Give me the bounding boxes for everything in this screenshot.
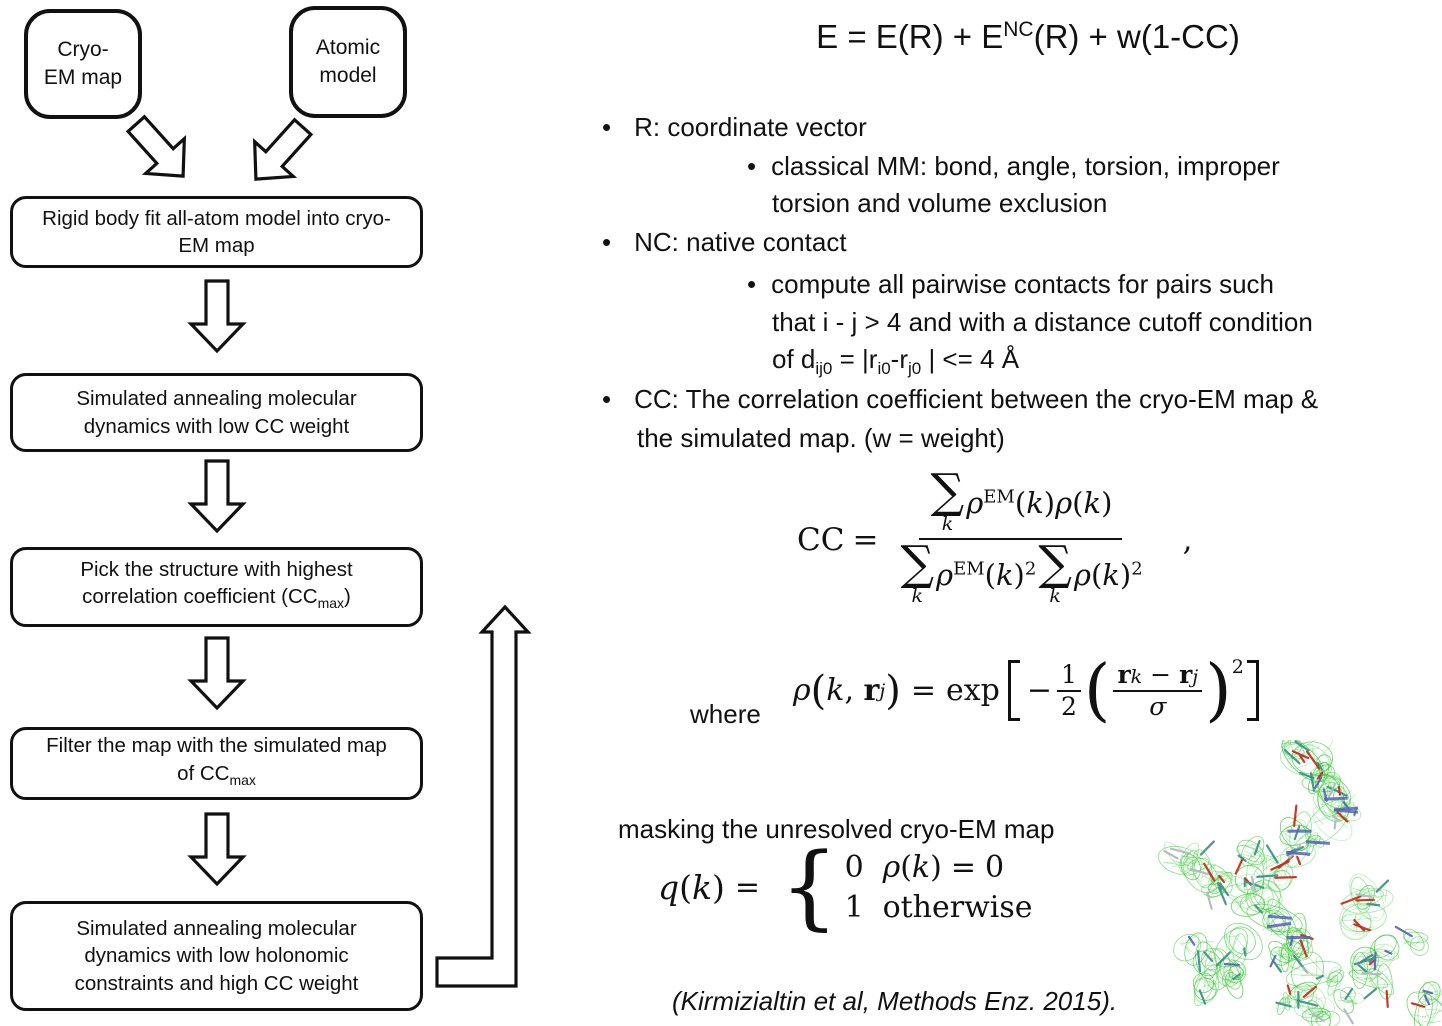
bullet-nc-native-contact (602, 224, 847, 261)
flow-step-label: Pick the structure with highest (80, 557, 353, 581)
right-bracket (1247, 660, 1259, 721)
molecular-structure-image (1146, 740, 1442, 1026)
bullet-dot: • (602, 384, 612, 414)
arrow-down-right-icon (113, 103, 206, 197)
flow-step-label: Filter the map with the simulated map (46, 734, 387, 758)
bullet-text: compute all pairwise contacts for pairs such (771, 269, 1274, 299)
bullet-text-continued: that i - j > 4 and with a distance cutoff condition (772, 307, 1313, 337)
arrow-down-icon (187, 460, 247, 533)
arrow-down-left-icon (232, 106, 325, 200)
arrow-down-icon (187, 813, 247, 886)
mask-equation: q ( k ) = { 0 ρ(k) = 0 1 otherwise (658, 833, 1033, 940)
fraction: ∑ k $\rho^{EM}(k)\rho(k)$ ∑ k $\rho^{EM}(k)^2$ ∑ k $\rho(k)^2$ (900, 464, 1143, 607)
flow-node-label: EM map (43, 66, 123, 89)
arrow-down-icon (187, 637, 247, 710)
bullet-cc-correlation (602, 381, 1318, 418)
bullet-text-continued: the simulated map. (w = weight) (637, 423, 1005, 453)
sum-symbol: ∑ k (1038, 535, 1072, 607)
bullet-text: R: coordinate vector (634, 112, 867, 142)
flow-node-label: Cryo- (57, 38, 109, 61)
one-half-fraction: $\frac{1}{2}$ (1057, 661, 1081, 720)
case-row: 0 ρ(k) = 0 (844, 849, 1005, 885)
left-bracket (1008, 660, 1020, 721)
bullet-distance-cutoff: of $d_{ij0} = |r_{i0}-r_{j0}$ | <= 4 Å (772, 344, 1020, 379)
rho-equation: ρ ( k , r j ) = exp − $\frac{1}{2}$ ( r k − r j σ ) $^2$ (793, 660, 1259, 721)
flow-step-label: Simulated annealing molecular (76, 916, 357, 940)
flow-step-label: dynamics with low CC weight (83, 414, 350, 438)
bullet-dot: • (747, 269, 757, 299)
citation: (Kirmizialtin et al, Methods Enz. 2015). (672, 986, 1118, 1016)
where-label: where (690, 699, 761, 729)
superscript-nc: NC (1003, 18, 1034, 41)
sum-symbol: ∑ k (930, 464, 965, 535)
bullet-pairwise-contacts (747, 266, 1274, 303)
flow-step-label: constraints and high CC weight (74, 971, 359, 995)
flow-node-atomic-model (289, 6, 407, 118)
bullet-text-continued: torsion and volume exclusion (772, 188, 1108, 218)
bullet-classical-mm (747, 148, 1280, 185)
flow-step-rigid-body-fit (10, 196, 423, 268)
flow-node-label: model (319, 64, 377, 87)
flow-step-filter-map (10, 727, 423, 800)
arrow-down-icon (187, 280, 247, 353)
flow-step-label: EM map (178, 234, 255, 257)
sum-symbol: ∑ k (900, 535, 934, 607)
flow-node-label: Atomic (315, 36, 381, 59)
flow-step-label: dynamics with low holonomic (84, 944, 349, 968)
bullet-r-coordinate (602, 109, 867, 146)
case-brace: { (780, 833, 839, 940)
bullet-text: classical MM: bond, angle, torsion, improper (771, 151, 1280, 181)
loop-back-arrow-icon (430, 600, 532, 992)
flow-step-label: Rigid body fit all-atom model into cryo- (42, 206, 391, 230)
flow-step-sa-high-cc (10, 901, 423, 1011)
bullet-dot: • (747, 151, 757, 181)
flow-step-label: correlation coefficient $(CC_{max})$ (82, 585, 351, 612)
energy-equation: $E = E(R) + E^{NC}(R) + w(1-CC)$ (816, 18, 1240, 55)
flow-step-pick-structure (10, 547, 423, 627)
masking-heading: masking the unresolved cryo-EM map (618, 814, 1055, 844)
bullet-dot: • (602, 112, 612, 142)
case-row: 1 otherwise (844, 889, 1033, 925)
cc-equation: CC = ∑ k $\rho^{EM}(k)\rho(k)$ ∑ k $\rho^{EM}(k)^2$ ∑ k $\rho(k)^2$ , (797, 470, 1193, 610)
flow-step-sa-low-cc (10, 373, 423, 452)
r-over-sigma-fraction: r k − r j σ (1113, 661, 1202, 720)
bullet-dot: • (602, 227, 612, 257)
flow-step-label: Simulated annealing molecular (76, 387, 357, 410)
bullet-text: CC: The correlation coefficient between the cryo-EM map & (634, 384, 1319, 414)
flow-step-label: of $CC_{max}$ (177, 761, 256, 789)
bullet-text: NC: native contact (634, 227, 847, 257)
flow-node-cryo-em-map (24, 9, 142, 119)
